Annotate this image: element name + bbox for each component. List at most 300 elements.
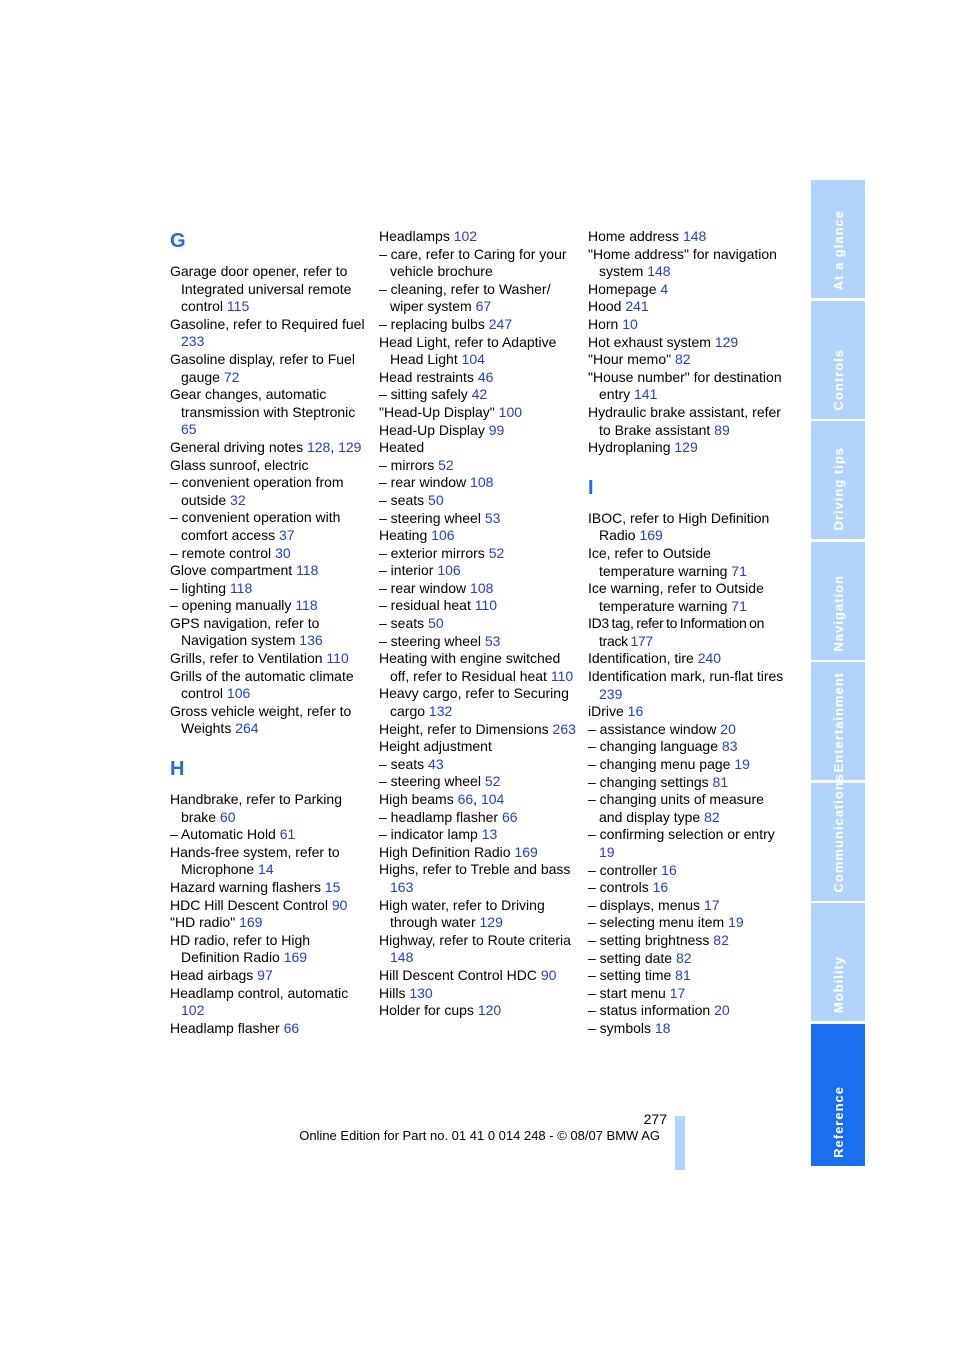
page-link[interactable]: 15 (324, 879, 341, 895)
page-link[interactable]: 10 (622, 315, 638, 332)
index-entry (588, 668, 788, 703)
index-entry (588, 738, 788, 756)
index-entry (588, 721, 788, 739)
index-term: High water, refer to Driving through water (379, 896, 545, 931)
page-link[interactable]: 233 (181, 333, 205, 350)
index-entry (379, 967, 579, 985)
index-entry (170, 650, 370, 668)
index-term: Gross vehicle weight, refer to Weights (170, 702, 352, 737)
page-link[interactable]: 90 (331, 896, 348, 913)
page-link[interactable]: 106 (226, 685, 251, 702)
index-entry (170, 985, 370, 1020)
index-term: Highs, refer to Treble and bass (379, 861, 571, 878)
index-term: Head Light, refer to Adaptive Head Light (379, 333, 557, 368)
page-link[interactable]: 264 (235, 720, 259, 737)
index-entry (588, 879, 788, 897)
index-entry (588, 1002, 788, 1020)
index-entry (170, 263, 370, 316)
index-entry (588, 650, 788, 668)
page-link[interactable]: 65 (181, 421, 197, 438)
index-term: ID3 tag, refer to Information on track (588, 615, 765, 649)
page-link[interactable]: 148 (682, 228, 707, 244)
index-term: Heating (379, 527, 428, 544)
page-link[interactable]: 16 (652, 879, 669, 896)
section-letter: I (588, 476, 594, 499)
index-term: – remote control (170, 544, 272, 561)
page-link[interactable]: 43 (428, 755, 444, 772)
index-term: "Hour memo" (588, 351, 672, 368)
page-link[interactable]: 20 (720, 720, 736, 737)
page-link[interactable]: 169 (639, 527, 663, 544)
index-term: "Head-Up Display" (379, 403, 495, 420)
page-link[interactable]: 14 (258, 861, 274, 878)
index-term: Headlamps (379, 228, 450, 244)
index-term: High Definition Radio (379, 843, 511, 860)
index-entry (588, 351, 788, 369)
page-link[interactable]: 50 (428, 615, 444, 632)
index-entry (379, 721, 579, 739)
page-link[interactable]: 90 (540, 966, 557, 983)
chapter-tab-label: Reference (830, 1086, 846, 1158)
page-link[interactable]: 110 (550, 667, 574, 684)
index-entry (588, 545, 788, 580)
page-link[interactable]: 108 (470, 579, 494, 596)
page-link[interactable]: 106 (431, 527, 455, 544)
index-entry (379, 897, 579, 932)
index-term: High beams (379, 791, 454, 807)
index-entry (588, 914, 788, 932)
index-entry (588, 774, 788, 792)
index-term: HDC Hill Descent Control (170, 896, 328, 913)
index-term: – displays, menus (588, 896, 701, 913)
index-entry (170, 1020, 370, 1038)
index-entry (588, 950, 788, 968)
index-entry (170, 545, 370, 563)
page-link[interactable]: 136 (299, 632, 323, 649)
index-entry (170, 457, 370, 475)
index-term: – opening manually (170, 597, 292, 614)
index-entry (170, 562, 370, 580)
index-term: – seats (379, 491, 425, 508)
page-link[interactable]: 17 (703, 896, 720, 913)
index-term: – rear window (379, 579, 467, 596)
page-link[interactable]: 118 (229, 579, 253, 596)
page-link[interactable]: 81 (675, 967, 691, 984)
index-term: – replacing bulbs (379, 315, 485, 332)
chapter-tab[interactable] (811, 903, 865, 1021)
page-link[interactable]: 129 (479, 914, 503, 931)
page-link[interactable]: 239 (599, 685, 623, 702)
chapter-tab[interactable] (811, 180, 865, 298)
index-term: General driving notes (170, 438, 304, 455)
index-term: – interior (379, 562, 434, 579)
index-entry (588, 228, 788, 246)
page-link[interactable]: 82 (704, 808, 720, 825)
page-link[interactable]: 169 (283, 949, 308, 966)
page-link[interactable]: 42 (471, 386, 488, 403)
index-entry (379, 334, 579, 369)
index-term: Heated (379, 439, 425, 456)
index-term: Hood (588, 298, 622, 315)
index-term: – Automatic Hold (170, 826, 276, 843)
index-entry (170, 844, 370, 879)
index-term: Gasoline display, refer to Fuel gauge (170, 350, 355, 385)
page-link[interactable]: 129 (714, 333, 739, 350)
index-term: Ice, refer to Outside temperature warning (588, 544, 728, 579)
index-column-2 (379, 228, 579, 1020)
page-link[interactable]: 67 (475, 298, 492, 315)
index-term: – cleaning, refer to Washer/ wiper system (379, 280, 551, 315)
page-link[interactable]: 148 (390, 949, 414, 966)
index-entry (588, 281, 788, 299)
page-link[interactable]: 82 (713, 931, 729, 948)
page-link[interactable]: 106 (437, 562, 461, 579)
index-term: Identification mark, run-flat tires (588, 668, 784, 685)
page-link[interactable]: 81 (712, 773, 729, 790)
index-entry (170, 967, 370, 985)
chapter-tabs (811, 180, 865, 1166)
page-link[interactable]: 118 (295, 597, 318, 614)
index-entry (588, 404, 788, 439)
page-link[interactable]: 32 (230, 491, 246, 508)
index-term: – assistance window (588, 720, 717, 737)
index-entry (170, 615, 370, 650)
index-entry (588, 246, 788, 281)
index-term: Identification, tire (588, 650, 694, 667)
index-term: Hands-free system, refer to Microphone (170, 843, 340, 878)
index-term: – setting brightness (588, 931, 710, 948)
page-link[interactable]: 82 (675, 949, 692, 966)
index-term: Head airbags (170, 966, 254, 983)
index-term: Headlamp flasher (170, 1019, 280, 1036)
index-entry (588, 791, 788, 826)
index-entry (588, 703, 788, 721)
index-entry (379, 615, 579, 633)
page-link[interactable]: 52 (438, 456, 454, 473)
index-entry (379, 861, 579, 896)
page-link[interactable]: 102 (453, 228, 478, 244)
index-term: Headlamp control, automatic (170, 984, 349, 1001)
page-number: 277 (643, 1111, 667, 1127)
index-term: – changing units of measure and display type (588, 791, 764, 825)
index-entry (170, 386, 370, 439)
index-entry (379, 422, 579, 440)
index-entry (379, 633, 579, 651)
index-entry (588, 510, 788, 545)
page-link[interactable]: 129 (338, 438, 362, 455)
index-term: "House number" for destination entry (588, 368, 782, 403)
index-term: – setting date (588, 949, 673, 966)
page-link[interactable]: 169 (514, 843, 538, 860)
page-link[interactable]: 132 (428, 703, 453, 720)
page-link[interactable]: 71 (731, 597, 747, 614)
section-letter: H (170, 758, 185, 781)
index-term: Holder for cups (379, 1002, 474, 1019)
index-term: Hazard warning flashers (170, 879, 321, 895)
index-term: Gear changes, automatic transmission with Steptronic (170, 386, 356, 420)
index-entry (379, 738, 579, 756)
index-entry (588, 316, 788, 334)
index-entry (170, 580, 370, 598)
page-link[interactable]: 52 (488, 544, 505, 561)
page-link[interactable]: 247 (488, 315, 513, 332)
chapter-tab[interactable] (811, 662, 865, 780)
index-term: – exterior mirrors (379, 544, 485, 561)
page-link[interactable]: 110 (474, 597, 498, 614)
page-link[interactable]: 128 (306, 438, 331, 455)
index-term: – sitting safely (379, 386, 468, 403)
page-link[interactable]: 19 (599, 844, 615, 860)
index-entry (379, 510, 579, 528)
index-term: – status information (588, 1002, 711, 1019)
page-link[interactable]: 108 (470, 474, 494, 491)
index-entry (379, 439, 579, 457)
index-entry (379, 527, 579, 545)
page-link[interactable]: 37 (279, 526, 295, 543)
chapter-tab-label: Mobility (830, 955, 846, 1013)
index-entry (588, 967, 788, 985)
index-term: – care, refer to Caring for your vehicle brochure (379, 245, 567, 280)
index-term: Garage door opener, refer to Integrated universal remote control (170, 263, 352, 315)
index-entry (379, 228, 579, 246)
index-term: Grills of the automatic climate control (170, 667, 354, 702)
index-term: Height, refer to Dimensions (379, 720, 549, 737)
index-entry (588, 615, 788, 650)
index-entry (170, 351, 370, 386)
index-entry (588, 298, 788, 316)
index-term: iDrive (588, 703, 624, 720)
page-link[interactable]: 100 (498, 403, 523, 420)
index-entry (379, 281, 579, 316)
index-entry (379, 457, 579, 475)
page-link[interactable]: 82 (674, 351, 691, 368)
index-entry (588, 985, 788, 1003)
index-entry (170, 914, 370, 932)
index-entry (379, 316, 579, 334)
page-link[interactable]: 19 (734, 756, 750, 773)
index-entry (170, 897, 370, 915)
index-entry (588, 862, 788, 880)
index-term: "HD radio" (170, 914, 236, 931)
page-link[interactable]: 66 (501, 808, 518, 825)
page-link[interactable]: 13 (481, 826, 498, 843)
index-entry (588, 932, 788, 950)
index-entry: General driving notes 128, 129 (170, 438, 362, 455)
index-entry (379, 685, 579, 720)
index-entry (170, 791, 370, 826)
index-entry (379, 246, 579, 281)
index-entry (379, 1002, 579, 1020)
index-term: – mirrors (379, 456, 435, 473)
page-link[interactable]: 66 (283, 1019, 300, 1036)
index-term: – steering wheel (379, 509, 481, 526)
index-term: – changing menu page (588, 756, 731, 773)
index-term: – controls (588, 879, 649, 896)
page-link[interactable]: 52 (484, 773, 501, 790)
page-link[interactable]: 50 (428, 491, 444, 508)
index-term: – start menu (588, 984, 666, 1001)
page-link[interactable]: 53 (484, 509, 501, 526)
index-entry (588, 756, 788, 774)
index-term: – seats (379, 615, 425, 632)
index-entry (379, 756, 579, 774)
index-term: – residual heat (379, 597, 471, 614)
index-term: – headlamp flasher (379, 808, 499, 825)
chapter-tab-label: Entertainment (830, 671, 846, 772)
page-link[interactable]: 97 (257, 966, 273, 983)
page-link[interactable]: 104 (461, 351, 485, 368)
page-link[interactable]: 66 (457, 791, 474, 807)
page-link[interactable]: 263 (552, 720, 576, 737)
index-term: Hydraulic brake assistant, refer to Brake assistant (588, 403, 781, 438)
page-link[interactable]: 30 (275, 544, 291, 561)
footer-accent-bar (675, 1116, 685, 1170)
index-entry (588, 1020, 788, 1038)
index-entry (588, 439, 788, 457)
index-term: – setting time (588, 967, 672, 984)
index-entry (588, 897, 788, 915)
chapter-tab-label: Navigation (830, 575, 846, 652)
chapter-tab-label: Driving tips (830, 447, 846, 531)
index-term: – indicator lamp (379, 826, 478, 843)
chapter-tab-label: At a glance (830, 209, 846, 290)
index-term: IBOC, refer to High Definition Radio (588, 509, 770, 544)
page-link[interactable]: 169 (239, 914, 263, 931)
index-term: Homepage (588, 280, 657, 297)
page-link[interactable]: 83 (721, 738, 738, 755)
index-term: – seats (379, 755, 425, 772)
page-link[interactable]: 130 (409, 984, 433, 1001)
page-link[interactable]: 60 (219, 808, 236, 825)
page-link[interactable]: 241 (625, 298, 649, 315)
page-link[interactable]: 141 (634, 386, 658, 403)
index-term: Heating with engine switched off, refer to Residual heat (379, 650, 561, 684)
page-link[interactable]: 102 (181, 1002, 205, 1019)
index-term: – symbols (588, 1019, 652, 1036)
index-entry (170, 703, 370, 738)
page-link[interactable]: 4 (660, 280, 669, 297)
index-term: HD radio, refer to High Definition Radio (170, 931, 311, 966)
index-term: Head restraints (379, 368, 474, 385)
index-entry (170, 509, 370, 544)
page-link[interactable]: 16 (627, 703, 644, 720)
page-link[interactable]: 61 (279, 826, 296, 843)
page-link[interactable]: 240 (697, 650, 722, 667)
section-gap (588, 457, 788, 475)
index-term: Glove compartment (170, 562, 293, 579)
index-entry (379, 773, 579, 791)
page-link[interactable]: 148 (647, 263, 671, 280)
index-entry (379, 369, 579, 387)
page-link[interactable]: 99 (488, 421, 505, 438)
section-letter: G (170, 230, 186, 252)
page-link[interactable]: 110 (326, 650, 349, 667)
page-link[interactable]: 163 (390, 878, 414, 895)
page-link[interactable]: 177 (630, 632, 653, 649)
page-link[interactable]: 118 (296, 562, 319, 579)
page-link[interactable]: 115 (226, 298, 250, 315)
page-link[interactable]: 89 (714, 421, 730, 438)
index-column-1 (170, 228, 370, 1037)
index-term: – convenient operation from outside (170, 474, 344, 508)
index-entry (379, 809, 579, 827)
index-term: Glass sunroof, electric (170, 456, 309, 473)
index-term: Hill Descent Control HDC (379, 966, 537, 983)
index-term: Highway, refer to Route criteria (379, 931, 571, 948)
index-term: – controller (588, 861, 658, 878)
index-entry (588, 334, 788, 352)
index-entry (170, 474, 370, 509)
index-entry (379, 826, 579, 844)
chapter-tab-label: Controls (830, 349, 846, 411)
chapter-tab[interactable] (811, 301, 865, 419)
index-entry (170, 668, 370, 703)
chapter-tab[interactable] (811, 421, 865, 539)
index-term: – confirming selection or entry (588, 826, 775, 843)
index-entry (379, 985, 579, 1003)
index-column-3 (588, 228, 788, 1038)
index-entry (379, 386, 579, 404)
index-term: Ice warning, refer to Outside temperature warning (588, 580, 764, 614)
chapter-tab[interactable] (811, 542, 865, 660)
index-entry (379, 580, 579, 598)
index-term: – steering wheel (379, 773, 481, 790)
index-term: – changing language (588, 738, 719, 755)
index-entry (379, 650, 579, 685)
index-term: Hydroplaning (588, 439, 671, 456)
page-link[interactable]: 104 (480, 791, 505, 807)
chapter-tab-label: Communications (830, 773, 846, 893)
page-link[interactable]: 129 (674, 439, 698, 456)
page-link[interactable]: 16 (661, 861, 677, 878)
page-link[interactable]: 46 (477, 368, 494, 385)
index-term: Home address (588, 228, 680, 244)
index-entry (588, 826, 788, 861)
index-entry: High beams 66, 104 (379, 791, 505, 807)
index-term: – selecting menu item (588, 914, 725, 931)
index-term: Heavy cargo, refer to Securing cargo (379, 685, 569, 720)
index-term: Hot exhaust system (588, 333, 711, 350)
index-entry (379, 404, 579, 422)
index-term: Height adjustment (379, 738, 492, 755)
page-link[interactable]: 18 (654, 1019, 671, 1036)
page-link[interactable]: 17 (669, 984, 686, 1001)
index-entry (379, 844, 579, 862)
page-link[interactable]: 72 (223, 368, 240, 385)
index-term: – rear window (379, 474, 467, 491)
chapter-tab[interactable] (811, 1024, 865, 1167)
index-term: "Home address" for navigation system (588, 245, 777, 280)
index-entry (170, 826, 370, 844)
index-entry (379, 932, 579, 967)
page-link[interactable]: 71 (731, 562, 747, 579)
index-term: Horn (588, 315, 619, 332)
chapter-tab[interactable] (811, 773, 865, 901)
section-gap (170, 738, 370, 756)
page-link[interactable]: 53 (484, 632, 501, 649)
index-entry (170, 879, 370, 897)
page-link[interactable]: 120 (477, 1002, 502, 1019)
page-link[interactable]: 20 (714, 1002, 730, 1019)
index-term: Head-Up Display (379, 421, 485, 438)
index-entry (588, 369, 788, 404)
index-entry (588, 580, 788, 615)
index-term: Gasoline, refer to Required fuel (170, 315, 365, 332)
page-link[interactable]: 19 (728, 914, 744, 931)
index-entry (379, 597, 579, 615)
index-term: – lighting (170, 579, 227, 596)
edition-note: Online Edition for Part no. 01 41 0 014 248 - © 08/07 BMW AG (299, 1128, 660, 1143)
